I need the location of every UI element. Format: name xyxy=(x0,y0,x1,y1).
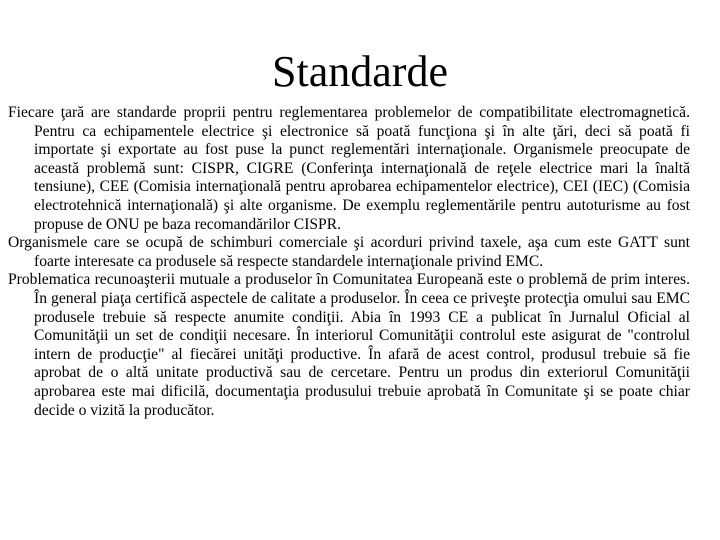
slide-title: Standarde xyxy=(272,47,448,96)
paragraph-trade-organisations: Organismele care se ocupă de schimburi comerciale şi acorduri privind taxele, aşa cum este GATT sunt foarte interesate ca produsele să respecte standardele internaţionale privind EMC. xyxy=(8,234,690,270)
slide-body xyxy=(8,104,690,420)
paragraph-mutual-recognition: Problematica recunoaşterii mutuale a produselor în Comunitatea Europeană este o problemă de prim interes. În general piaţa certifică aspectele de calitate a produselor. În ceea ce priveşte protecţia omului sau EMC produsele trebuie să respecte anumite condiţii. Abia în 1993 CE a publicat în Jurnalul Oficial al Comunităţii un set de condiţii necesare. În interiorul Comunităţii controlul este asigurat de "controlul intern de producţie" al fiecărei unităţi productive. În afară de acest control, produsul trebuie să fie aprobat de o altă unitate productivă sau de cercetare. Pentru un produs din exteriorul Comunităţii aprobarea este mai dificilă, documentaţia produsului trebuie aprobată în Comunitate şi se poate chiar decide o vizită la producător. xyxy=(8,271,690,419)
paragraph-national-standards: Fiecare ţară are standarde proprii pentru reglementarea problemelor de compatibilitate electromagnetică. Pentru ca echipamentele electrice şi electronice să poată funcţiona şi în alte ţări, deci să poată fi importate şi exportate au fost puse la punct reglementări internaţionale. Organismele preocupate de această problemă sunt: CISPR, CIGRE (Conferinţa internaţională de reţele electrice mari la înaltă tensiune), CEE (Comisia internaţională pentru aprobarea echipamentelor electrice), CEI (IEC) (Comisia electrotehnică internaţională) şi alte organisme. De exemplu reglementările pentru autoturisme au fost propuse de ONU pe baza recomandărilor CISPR. xyxy=(8,104,690,233)
